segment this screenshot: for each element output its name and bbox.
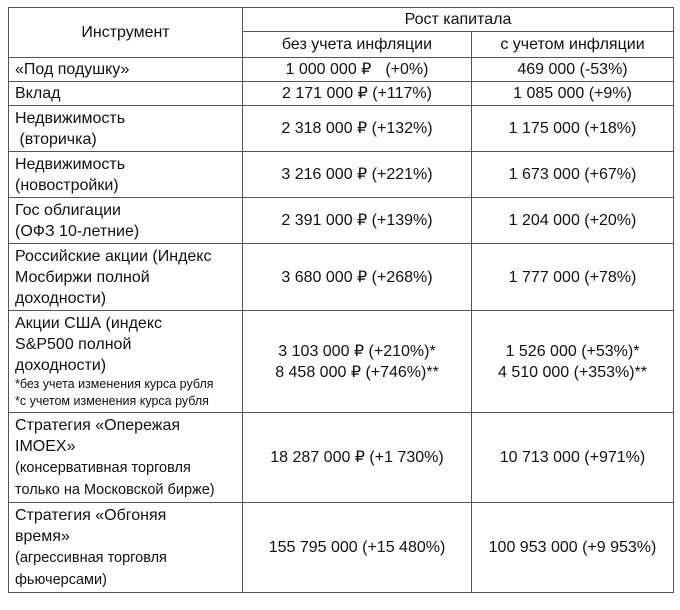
instrument-name: Российские акции (Индекс <box>15 247 212 265</box>
header-growth: Рост капитала <box>243 8 674 32</box>
value-with-inflation: 1 085 000 (+9%) <box>472 82 674 106</box>
value-with-inflation: 10 713 000 (+971%) <box>472 413 674 503</box>
value-no-inflation: 2 171 000 ₽ (+117%) <box>243 82 472 106</box>
instrument-name: Стратегия «Обгоняя <box>15 506 167 524</box>
table-row <box>9 311 674 413</box>
instrument-name: «Под подушку» <box>15 61 130 78</box>
value-with-inflation: 1 204 000 (+20%) <box>472 198 674 244</box>
instrument-name-line2: S&P500 полной <box>15 336 132 353</box>
instrument-name: Вклад <box>15 85 61 102</box>
table-row <box>9 106 674 152</box>
header-with-inflation: с учетом инфляции <box>472 32 674 58</box>
value-with-inflation: 1 673 000 (+67%) <box>472 152 674 198</box>
strategy-description-line2: фьючерсами) <box>15 571 107 588</box>
instrument-name: Недвижимость <box>15 109 126 127</box>
instrument-name: Недвижимость <box>15 155 126 173</box>
strategy-description: (консервативная торговля <box>15 459 191 476</box>
strategy-description: (агрессивная торговля <box>15 549 167 566</box>
value-no-inflation: 18 287 000 ₽ (+1 730%) <box>243 413 472 503</box>
instrument-name-line2: Мосбиржи полной <box>15 268 150 286</box>
strategy-description-line2: только на Московской бирже) <box>15 481 215 498</box>
header-instrument: Инструмент <box>9 8 243 58</box>
value-no-inflation: 2 391 000 ₽ (+139%) <box>243 198 472 244</box>
value-with-inflation: 1 175 000 (+18%) <box>472 106 674 152</box>
instrument-name-line3: доходности) <box>15 357 107 374</box>
value-with-inflation: 1 777 000 (+78%) <box>472 244 674 311</box>
value-no-inflation: 3 680 000 ₽ (+268%) <box>243 244 472 311</box>
footnote-with-fx: *с учетом изменения курса рубля <box>15 394 209 408</box>
value-no-inflation: 3 103 000 ₽ (+210%)* 8 458 000 ₽ (+746%)** <box>243 311 472 413</box>
value-with-inflation: 1 526 000 (+53%)* 4 510 000 (+353%)** <box>472 311 674 413</box>
table-row <box>9 244 674 311</box>
instrument-name: Акции США (индекс <box>15 315 163 332</box>
instrument-name-line3: доходности) <box>15 289 107 307</box>
instrument-name-line2: (вторичка) <box>15 130 97 148</box>
footnote-no-fx: *без учета изменения курса рубля <box>15 377 214 391</box>
value-no-inflation: 155 795 000 (+15 480%) <box>243 503 472 593</box>
value-no-inflation: 2 318 000 ₽ (+132%) <box>243 106 472 152</box>
value-no-inflation: 1 000 000 ₽ (+0%) <box>243 58 472 82</box>
table-row <box>9 58 674 82</box>
instrument-name-line2: (новостройки) <box>15 176 119 194</box>
instrument-name: Гос облигации <box>15 201 121 219</box>
capital-growth-table <box>8 7 674 593</box>
header-no-inflation: без учета инфляции <box>243 32 472 58</box>
value-with-inflation: 100 953 000 (+9 953%) <box>472 503 674 593</box>
instrument-name: Стратегия «Опережая <box>15 416 181 434</box>
table-row <box>9 152 674 198</box>
table-row <box>9 82 674 106</box>
table-row <box>9 503 674 593</box>
instrument-name-line2: (ОФЗ 10-летние) <box>15 222 140 240</box>
value-with-inflation: 469 000 (-53%) <box>472 58 674 82</box>
instrument-name-line2: время» <box>15 527 70 545</box>
table-row <box>9 198 674 244</box>
table-row <box>9 413 674 503</box>
value-no-inflation: 3 216 000 ₽ (+221%) <box>243 152 472 198</box>
instrument-name-line2: IMOEX» <box>15 437 76 455</box>
